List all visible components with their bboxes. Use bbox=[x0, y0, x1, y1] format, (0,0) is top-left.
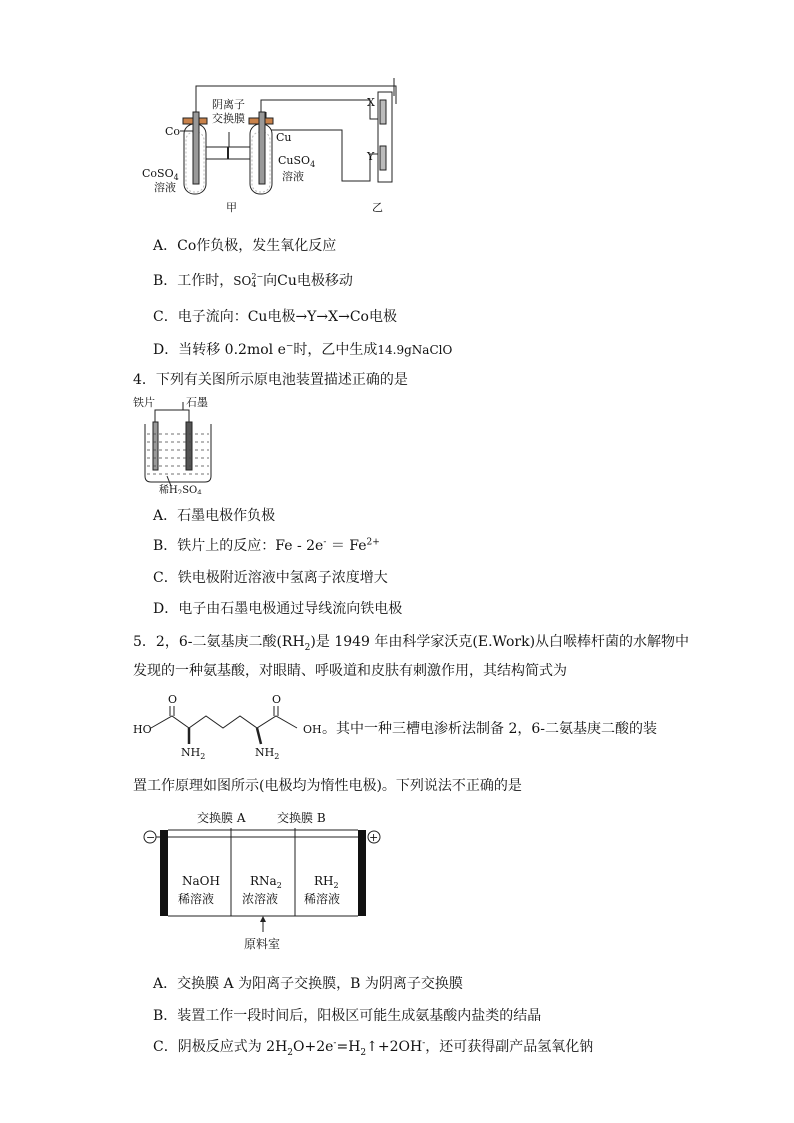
membrane-label-1: 阴离子 bbox=[212, 98, 245, 111]
q5-option-c: C．阴极反应式为 $2H_2O+2e^-=H_2↑+2OH^-$，还可获得副产品氢氧化钠 bbox=[153, 1038, 594, 1058]
q3-option-b: B．工作时，SO 2− 4 向Cu电极移动 bbox=[153, 272, 353, 289]
coso4-solution-label: 溶液 bbox=[154, 181, 176, 194]
electrolysis-figure bbox=[140, 74, 420, 219]
ho-label: HO bbox=[133, 723, 152, 736]
feed-chamber-label: 原料室 bbox=[244, 937, 281, 951]
co-label: Co bbox=[165, 125, 181, 138]
three-chamber-figure bbox=[142, 806, 382, 956]
conc-label: 浓溶液 bbox=[242, 892, 279, 906]
membrane-b-label: 交换膜 B bbox=[277, 811, 326, 825]
q5-option-a: A．交换膜 A 为阳离子交换膜，B 为阴离子交换膜 bbox=[153, 976, 463, 992]
y-label: Y bbox=[367, 150, 375, 163]
jia-label: 甲 bbox=[226, 201, 237, 214]
q4-option-a: A．石墨电极作负极 bbox=[153, 508, 276, 524]
oxygen-label-1: O bbox=[168, 693, 178, 706]
q4-stem: 4．下列有关图所示原电池装置描述正确的是 bbox=[133, 372, 408, 388]
q3-option-c: C．电子流向：Cu电极→Y→X→Co电极 bbox=[153, 309, 397, 325]
q4-option-b: B．铁片上的反应：$Fe - 2e^- = Fe^{2+}$ bbox=[153, 537, 380, 554]
oh-label: OH bbox=[303, 723, 322, 736]
acid-label: 稀$H_2SO_4$ bbox=[159, 485, 202, 494]
oxygen-label-2: O bbox=[272, 693, 282, 706]
cuso4-solution-label: 溶液 bbox=[282, 170, 304, 183]
galvanic-cell-figure bbox=[133, 394, 233, 494]
minus-label: − bbox=[146, 831, 156, 844]
q3-option-a: A．Co作负极，发生氧化反应 bbox=[153, 238, 337, 254]
graphite-label: 石墨 bbox=[186, 396, 208, 409]
plus-label: + bbox=[369, 831, 379, 844]
x-label: X bbox=[367, 96, 375, 109]
cu-label: Cu bbox=[276, 131, 292, 144]
iron-label: 铁片 bbox=[133, 396, 155, 409]
dilute-label-2: 稀溶液 bbox=[304, 892, 341, 906]
q5-stem-line1: 5．2，6-二氨基庚二酸$(RH_2)$是 1949 年由科学家沃克(E.Work)从白喉棒杆菌的水解物中 bbox=[133, 634, 690, 653]
q5-stem-line3: 。其中一种三槽电渗析法制备 2，6-二氨基庚二酸的装 bbox=[322, 721, 657, 737]
cuso4-label: CuSO$_4$ bbox=[278, 154, 316, 169]
q4-option-d: D．电子由石墨电极通过导线流向铁电极 bbox=[153, 601, 403, 617]
q5-stem-line4: 置工作原理如图所示(电极均为惰性电极)。下列说法不正确的是 bbox=[133, 778, 522, 794]
membrane-a-label: 交换膜 A bbox=[197, 811, 246, 825]
nh2-label-2: $NH_2$ bbox=[255, 746, 280, 761]
nh2-label-1: $NH_2$ bbox=[181, 746, 206, 761]
yi-label: 乙 bbox=[372, 201, 383, 214]
rna2-label: RNa$_2$ bbox=[250, 874, 282, 890]
dilute-label-1: 稀溶液 bbox=[178, 892, 215, 906]
q5-stem-line2: 发现的一种氨基酸，对眼睛、呼吸道和皮肤有刺激作用，其结构简式为 bbox=[133, 663, 567, 679]
q3-option-d: D．当转移 0.2mol e−时，乙中生成14.9gNaClO bbox=[153, 341, 453, 358]
naoh-label: NaOH bbox=[182, 874, 220, 888]
rh2-label: $RH_2$ bbox=[314, 874, 339, 890]
structural-formula bbox=[133, 690, 323, 765]
membrane-label-2: 交换膜 bbox=[212, 112, 245, 125]
q4-option-c: C．铁电极附近溶液中氢离子浓度增大 bbox=[153, 570, 388, 586]
coso4-label: CoSO$_4$ bbox=[142, 167, 179, 182]
q5-option-b: B．装置工作一段时间后，阳极区可能生成氨基酸内盐类的结晶 bbox=[153, 1008, 542, 1024]
